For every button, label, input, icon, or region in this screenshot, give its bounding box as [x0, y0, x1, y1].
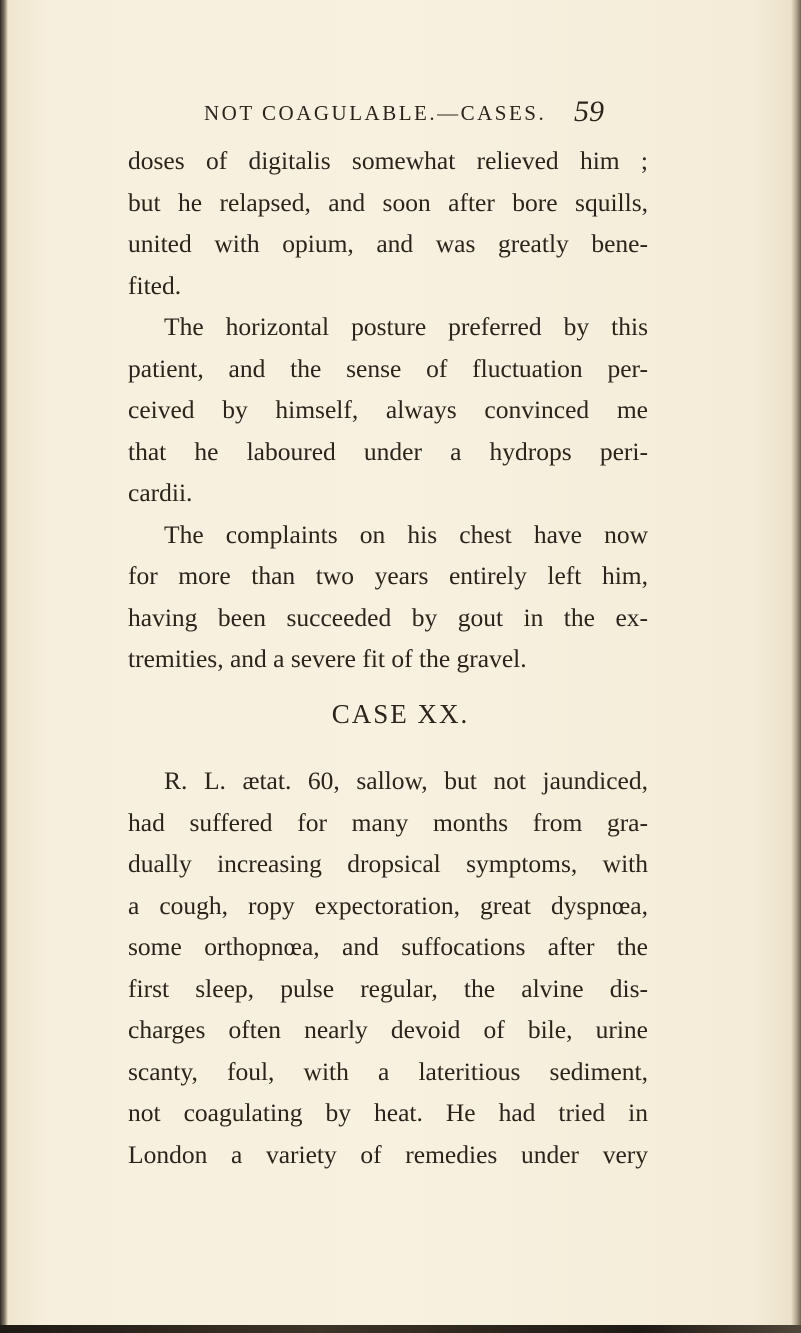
text-line: having been succeeded by gout in the ex-: [128, 602, 648, 632]
text-line: first sleep, pulse regular, the alvine dis-: [128, 973, 648, 1003]
text-line: fited.: [128, 270, 182, 300]
bottom-rule: [0, 1325, 801, 1333]
text-line: that he laboured under a hydrops peri-: [128, 436, 648, 466]
binding-shadow: [0, 0, 8, 1333]
page-number: 59: [574, 95, 604, 128]
paragraph-block-2: [128, 760, 648, 1175]
text-line: doses of digitalis somewhat relieved him ;: [128, 146, 648, 175]
text-line: The horizontal posture preferred by this: [164, 312, 648, 341]
text-line: tremities, and a severe fit of the gravel.: [128, 644, 527, 673]
text-line: ceived by himself, always convinced me: [128, 395, 648, 424]
text-line: united with opium, and was greatly bene-: [128, 229, 648, 258]
text-line: for more than two years entirely left him,: [128, 561, 648, 590]
paragraph-block-1: [128, 140, 648, 680]
text-line: The complaints on his chest have now: [164, 519, 648, 549]
text-line: a cough, ropy expectoration, great dyspnœa,: [128, 890, 648, 920]
text-line: patient, and the sense of fluctuation per-: [128, 353, 648, 383]
page-header: [204, 95, 604, 127]
text-line: dually increasing dropsical symptoms, with: [128, 849, 648, 878]
text-line: but he relapsed, and soon after bore squills,: [128, 187, 648, 217]
page-edge: [791, 0, 801, 1333]
text-line: charges often nearly devoid of bile, urine: [128, 1015, 648, 1044]
text-line: London a variety of remedies under very: [128, 1139, 648, 1169]
text-line: not coagulating by heat. He had tried in: [128, 1098, 648, 1127]
text-line: had suffered for many months from gra-: [128, 807, 648, 837]
running-head: NOT COAGULABLE.—CASES.: [204, 101, 547, 125]
case-heading: CASE XX.: [331, 699, 470, 729]
text-line: cardii.: [128, 478, 193, 507]
text-line: R. L. ætat. 60, sallow, but not jaundiced,: [164, 766, 648, 795]
text-line: some orthopnœa, and suffocations after the: [128, 932, 648, 961]
text-line: scanty, foul, with a lateritious sediment,: [128, 1056, 648, 1086]
